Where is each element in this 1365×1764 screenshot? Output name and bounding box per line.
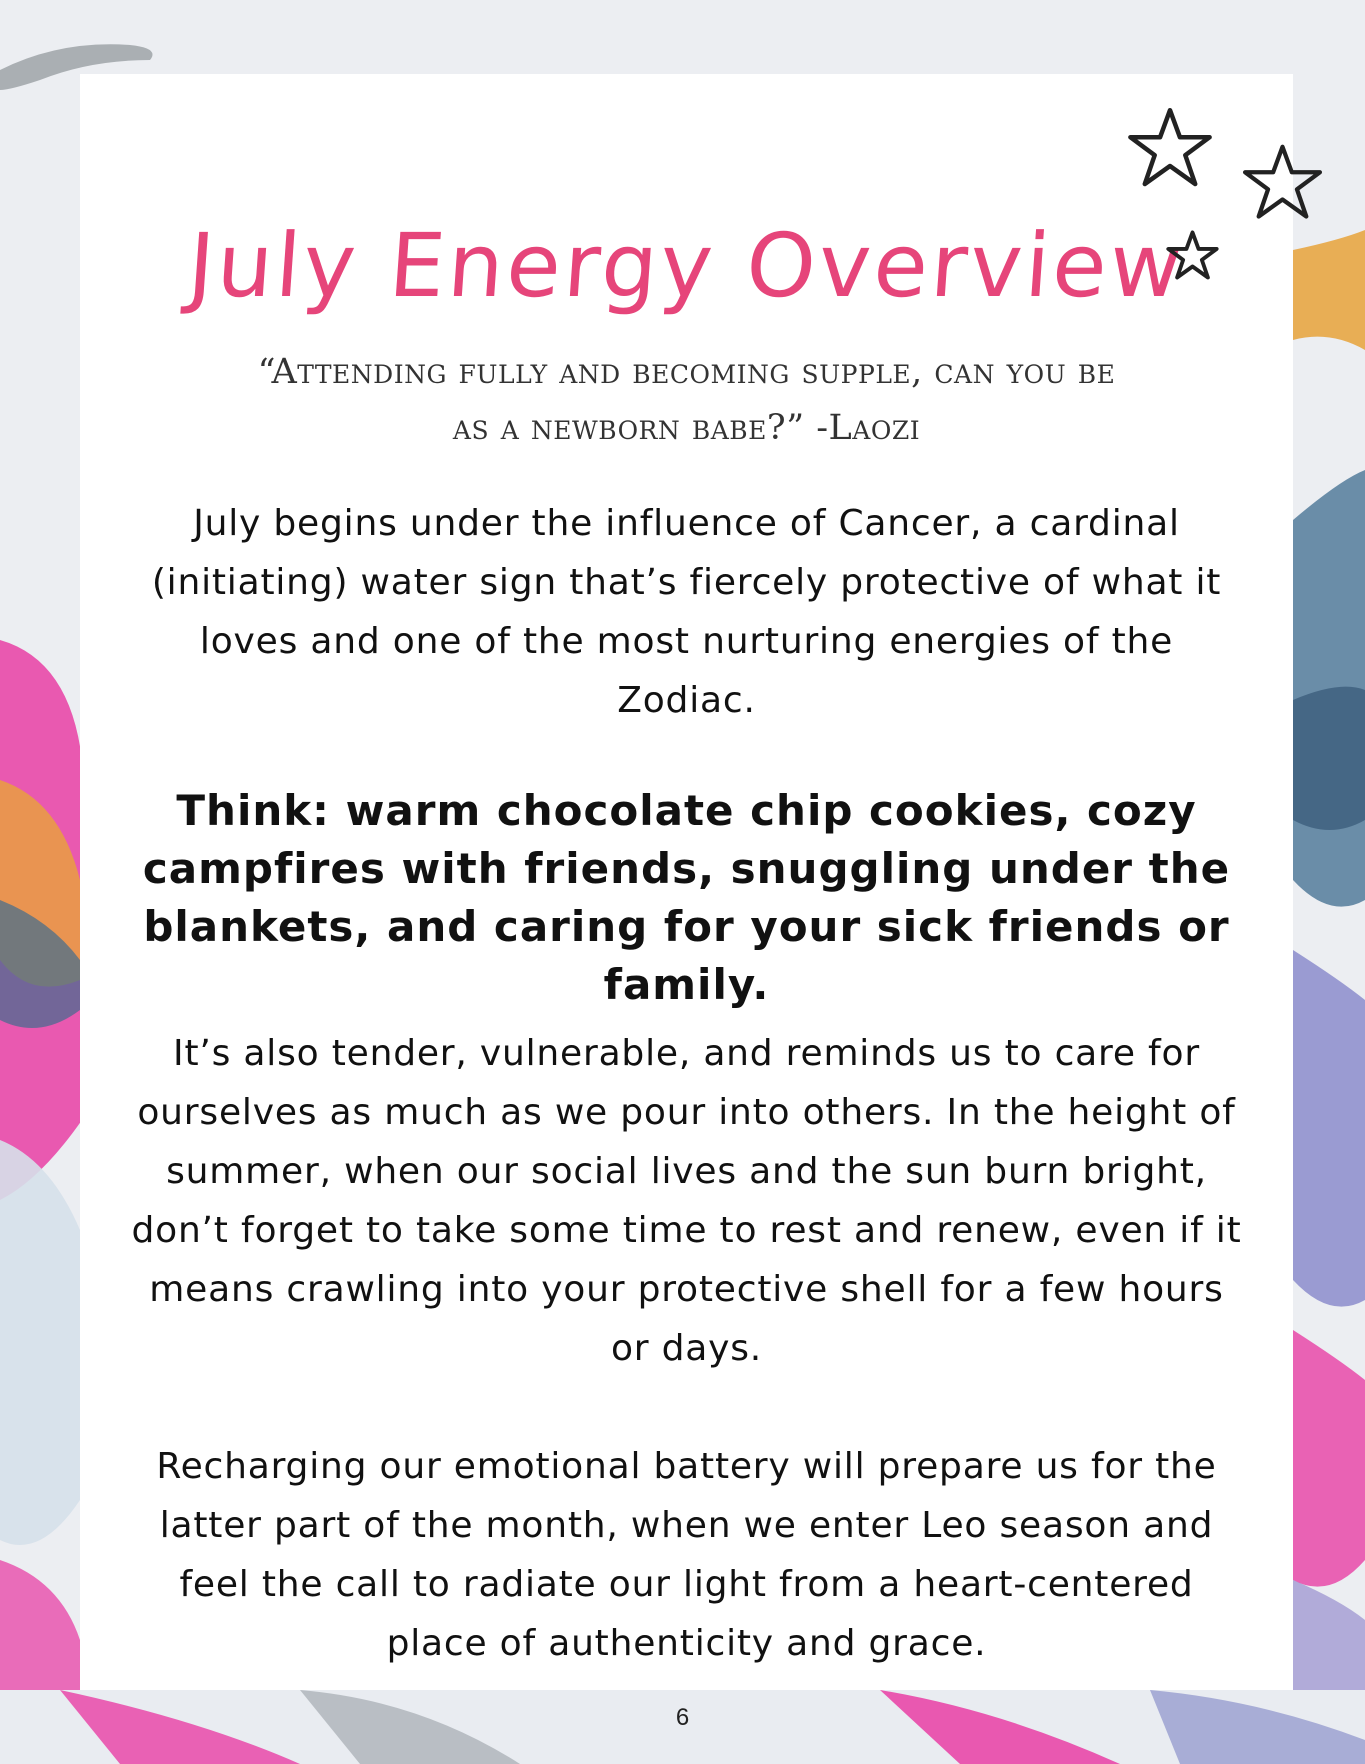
paragraph-intro: July begins under the influence of Cancer, a cardinal (initiating) water sign that’s fiercely protective of what it loves and one of the most nurturing energies of the Zodiac. xyxy=(151,503,1222,721)
page-number: 6 xyxy=(675,1704,690,1731)
star-icon xyxy=(1165,228,1220,283)
page-title: July Energy Overview xyxy=(184,214,1189,317)
star-icon xyxy=(1240,140,1325,225)
think-callout: Think: warm chocolate chip cookies, cozy campfires with friends, snuggling under the blankets, and caring for your sick friends or family. xyxy=(142,786,1231,1009)
paragraph-self-care: It’s also tender, vulnerable, and reminds us to care for ourselves as much as we pour into others. In the height of summer, when our social lives and the sun burn bright, don’t forget to take some time to rest and renew, even if it means crawling into your protective shell for a few hours or days. xyxy=(131,1033,1242,1369)
quote-line-1: “Attending fully and becoming supple, can you be xyxy=(257,352,1116,392)
star-icon xyxy=(1125,103,1215,193)
page-card xyxy=(80,74,1293,1690)
quote xyxy=(180,344,1193,456)
quote-line-2: as a newborn babe?” -Laozi xyxy=(452,408,921,448)
paragraph-leo-season: Recharging our emotional battery will prepare us for the latter part of the month, when we enter Leo season and feel the call to radiate our light from a heart-centered place of authenticity and grace. xyxy=(156,1446,1217,1664)
